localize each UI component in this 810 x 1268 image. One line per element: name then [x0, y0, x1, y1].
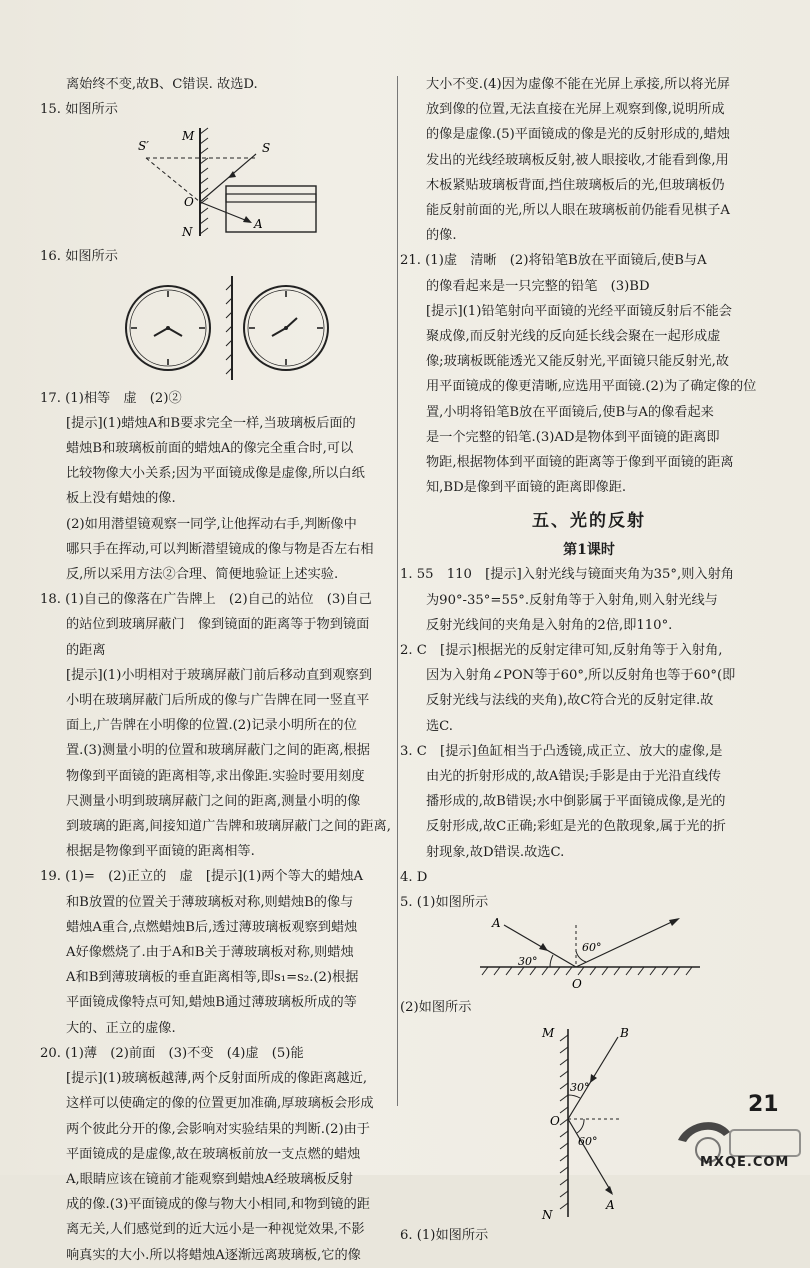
continued-line: 木板紧贴玻璃板背面,挡住玻璃板后的光,但玻璃板仍	[426, 177, 725, 193]
q15-figure	[40, 124, 380, 242]
continued-line: 能反射前面的光,所以人眼在玻璃板前仍能看见棋子A	[426, 203, 730, 219]
q18-answer	[40, 587, 392, 663]
a1-line: 为90°-35°=55°.反射角等于入射角,则入射光线与	[426, 592, 718, 608]
section-title: 五、光的反射	[532, 511, 646, 532]
q16-number: 16.	[40, 249, 61, 265]
fig5a-label-o: O	[572, 977, 582, 992]
q20-hint-line: A,眼睛应该在镜前才能观察到蜡烛A经玻璃板反射	[66, 1171, 353, 1187]
left-column	[40, 72, 392, 1268]
q20-continued	[400, 72, 778, 248]
fig5b-angle-30: 30°	[570, 1080, 590, 1094]
page-number: 21	[748, 1092, 779, 1117]
q15-text: 如图所示	[65, 102, 118, 118]
q20-hint-line: 这样可以使确定的像的位置更加准确,厚玻璃板会形成	[66, 1096, 374, 1112]
q5-reflection-figure-1	[400, 917, 778, 993]
q17-hint	[40, 411, 392, 587]
fig5a-angle-30: 30°	[518, 955, 538, 969]
q21-answer	[400, 248, 778, 298]
fig5a-angle-60: 60°	[582, 941, 602, 955]
q20-hint-line: 平面镜成的是虚像,故在玻璃板前放一支点燃的蜡烛	[66, 1146, 361, 1162]
q21-hint-line: 聚成像,而反射光线的反向延长线会聚在一起形成虚	[426, 329, 721, 345]
a1-line: 反射光线间的夹角是入射角的2倍,即110°.	[426, 617, 673, 633]
fig15-label-n: N	[182, 225, 193, 240]
q15-number: 15.	[40, 102, 61, 118]
q20-hint-line: 响真实的大小.所以将蜡烛A逐渐远离玻璃板,它的像	[66, 1247, 361, 1263]
q18-hint-line: 到玻璃的距离,间接知道广告牌和玻璃屏蔽门之间的距离,	[66, 819, 391, 835]
a3-line: 播形成的,故B错误;水中倒影属于平面镜成像,是光的	[426, 794, 726, 810]
right-column	[400, 72, 778, 1248]
q21-line: 21. (1)虚 清晰 (2)将铅笔B放在平面镜后,使B与A	[400, 253, 707, 269]
q18-hint-line: 面上,广告牌在小明像的位置.(2)记录小明所在的位	[66, 718, 357, 734]
fig5b-angle-60: 60°	[578, 1134, 598, 1148]
fig5b-label-n: N	[542, 1207, 553, 1221]
q20-hint-line: 成的像.(3)平面镜成的像与物大小相同,和物到镜的距	[66, 1197, 370, 1213]
q19-answer	[40, 864, 392, 1040]
q20-hint-line: 两个彼此分开的像,会影响对实验结果的判断.(2)由于	[66, 1121, 370, 1137]
q21-line: 的像看起来是一只完整的铅笔 (3)BD	[426, 278, 650, 294]
answer-4: 4. D	[400, 869, 428, 885]
a2-line: 因为入射角∠PON等于60°,所以反射角也等于60°(即	[426, 668, 736, 684]
a2-line: 2. C [提示]根据光的反射定律可知,反射角等于入射角,	[400, 643, 723, 659]
q20-hint	[40, 1066, 392, 1268]
q19-line: 蜡烛A重合,点燃蜡烛B后,透过薄玻璃板观察到蜡烛	[66, 919, 358, 935]
continued-line: 的像是虚像.(5)平面镜成的像是光的反射形成的,蜡烛	[426, 127, 730, 143]
q20-hint-line: [提示](1)玻璃板越薄,两个反射面所成的像距离越近,	[66, 1071, 368, 1087]
q16-clock-figure	[40, 272, 380, 384]
q16-text: 如图所示	[65, 249, 118, 265]
q18-line: 18. (1)自己的像落在广告牌上 (2)自己的站位 (3)自己	[40, 592, 372, 608]
watermark-text: MXQE.COM	[700, 1155, 790, 1170]
q17-hint-line: 蜡烛B和玻璃板前面的蜡烛A的像完全重合时,可以	[66, 441, 354, 457]
q18-hint-line: 尺测量小明到玻璃屏蔽门之间的距离,测量小明的像	[66, 793, 361, 809]
fig5b-label-o: O	[550, 1113, 560, 1128]
column-divider	[397, 76, 398, 1106]
q15-label	[40, 97, 392, 122]
q16-label	[40, 244, 392, 269]
fig5b-label-b: B	[620, 1025, 629, 1040]
a2-line: 选C.	[426, 718, 453, 734]
a3-line: 射现象,故D错误.故选C.	[426, 844, 565, 860]
answer-1	[400, 562, 778, 638]
a3-line: 由光的折射形成的,故A错误;手影是由于光沿直线传	[426, 769, 722, 785]
q21-hint-line: 用平面镜成的像更清晰,应选用平面镜.(2)为了确定像的位	[426, 379, 757, 395]
fig15-label-o: O	[184, 195, 194, 210]
fig15-label-s-prime: S′	[138, 139, 149, 154]
q21-hint	[400, 299, 778, 501]
continued-line: 的像.	[426, 228, 457, 244]
q18-hint-line: 根据是物像到平面镜的距离相等.	[66, 844, 255, 860]
q18-line: 的距离	[66, 642, 106, 658]
q18-hint-line: 置.(3)测量小明的位置和玻璃屏蔽门之间的距离,根据	[66, 743, 370, 759]
continued-line: 放到像的位置,无法直接在光屏上观察到像,说明所成	[426, 102, 725, 118]
q17-hint-line: 哪只手在挥动,可以判断潜望镜成的像与物是否左右相	[66, 541, 374, 557]
answer-5-part1: 5. (1)如图所示	[400, 895, 489, 911]
q18-hint-line: [提示](1)小明相对于玻璃屏蔽门前后移动直到观察到	[66, 667, 372, 683]
q17-hint-line: (2)如用潜望镜观察一同学,让他挥动右手,判断像中	[66, 516, 357, 532]
fig5a-label-a: A	[492, 917, 501, 931]
answer-3	[400, 739, 778, 865]
a3-line: 3. C [提示]鱼缸相当于凸透镜,成正立、放大的虚像,是	[400, 743, 723, 759]
q19-line: 19. (1)= (2)正立的 虚 [提示](1)两个等大的蜡烛A	[40, 869, 364, 885]
q18-hint-line: 小明在玻璃屏蔽门后所成的像与广告牌在同一竖直平	[66, 693, 370, 709]
fig5b-label-m: M	[542, 1025, 555, 1040]
q19-line: 大的、正立的虚像.	[66, 1020, 176, 1036]
fig15-label-a: A	[254, 217, 263, 232]
fig15-label-s: S	[262, 141, 271, 156]
q17-hint-line: 反,所以采用方法②合理、简便地验证上述实验.	[66, 567, 339, 583]
q20-answer: 20. (1)薄 (2)前面 (3)不变 (4)虚 (5)能	[40, 1045, 304, 1061]
continued-text: 离始终不变,故B、C错误. 故选D.	[66, 77, 258, 92]
answer-5-part2: (2)如图所示	[400, 1000, 472, 1016]
q17-hint-line: [提示](1)蜡烛A和B要求完全一样,当玻璃板后面的	[66, 415, 356, 431]
q21-hint-line: 知,BD是像到平面镜的距离即像距.	[426, 480, 627, 496]
q18-hint	[40, 663, 392, 865]
continued-line: 大小不变.(4)因为虚像不能在光屏上承接,所以将光屏	[426, 77, 730, 92]
q21-hint-line: 是一个完整的铅笔.(3)AD是物体到平面镜的距离即	[426, 429, 720, 445]
a1-line: 1. 55 110 [提示]入射光线与镜面夹角为35°,则入射角	[400, 567, 734, 583]
q19-line: 平面镜成像特点可知,蜡烛B通过薄玻璃板所成的等	[66, 995, 357, 1011]
q18-line: 的站位到玻璃屏蔽门 像到镜面的距离等于物到镜面	[66, 617, 370, 633]
q17-hint-line: 板上没有蜡烛的像.	[66, 491, 176, 507]
q19-line: A好像燃烧了.由于A和B关于薄玻璃板对称,则蜡烛	[66, 945, 354, 961]
answer-2	[400, 638, 778, 739]
lesson-title: 第1课时	[563, 542, 615, 559]
a2-line: 反射光线与法线的夹角),故C符合光的反射定律.故	[426, 693, 714, 709]
q19-line: A和B到薄玻璃板的垂直距离相等,即s₁=s₂.(2)根据	[66, 970, 359, 986]
answer-6: 6. (1)如图所示	[400, 1227, 489, 1243]
q19-line: 和B放置的位置关于薄玻璃板对称,则蜡烛B的像与	[66, 894, 354, 910]
a3-line: 反射形成,故C正确;彩虹是光的色散现象,属于光的折	[426, 819, 726, 835]
q20-hint-line: 离无关,人们感觉到的近大远小是一种视觉效果,不影	[66, 1222, 365, 1238]
continued-line: 发出的光线经玻璃板反射,被人眼接收,才能看到像,用	[426, 152, 729, 168]
q21-hint-line: 置,小明将铅笔B放在平面镜后,使B与A的像看起来	[426, 404, 714, 420]
q21-hint-line: 物距,根据物体到平面镜的距离等于像到平面镜的距离	[426, 455, 734, 471]
q21-hint-line: [提示](1)铅笔射向平面镜的光经平面镜反射后不能会	[426, 303, 732, 319]
fig15-label-m: M	[182, 129, 195, 144]
q17-hint-line: 比较物像大小关系;因为平面镜成像是虚像,所以白纸	[66, 466, 365, 482]
q17-answer: 17. (1)相等 虚 (2)②	[40, 390, 182, 406]
q21-hint-line: 像;玻璃板既能透光又能反射光,平面镜只能反射光,故	[426, 354, 729, 370]
q18-hint-line: 物像到平面镜的距离相等,求出像距.实验时要用刻度	[66, 768, 365, 784]
fig5b-label-a: A	[606, 1197, 615, 1212]
